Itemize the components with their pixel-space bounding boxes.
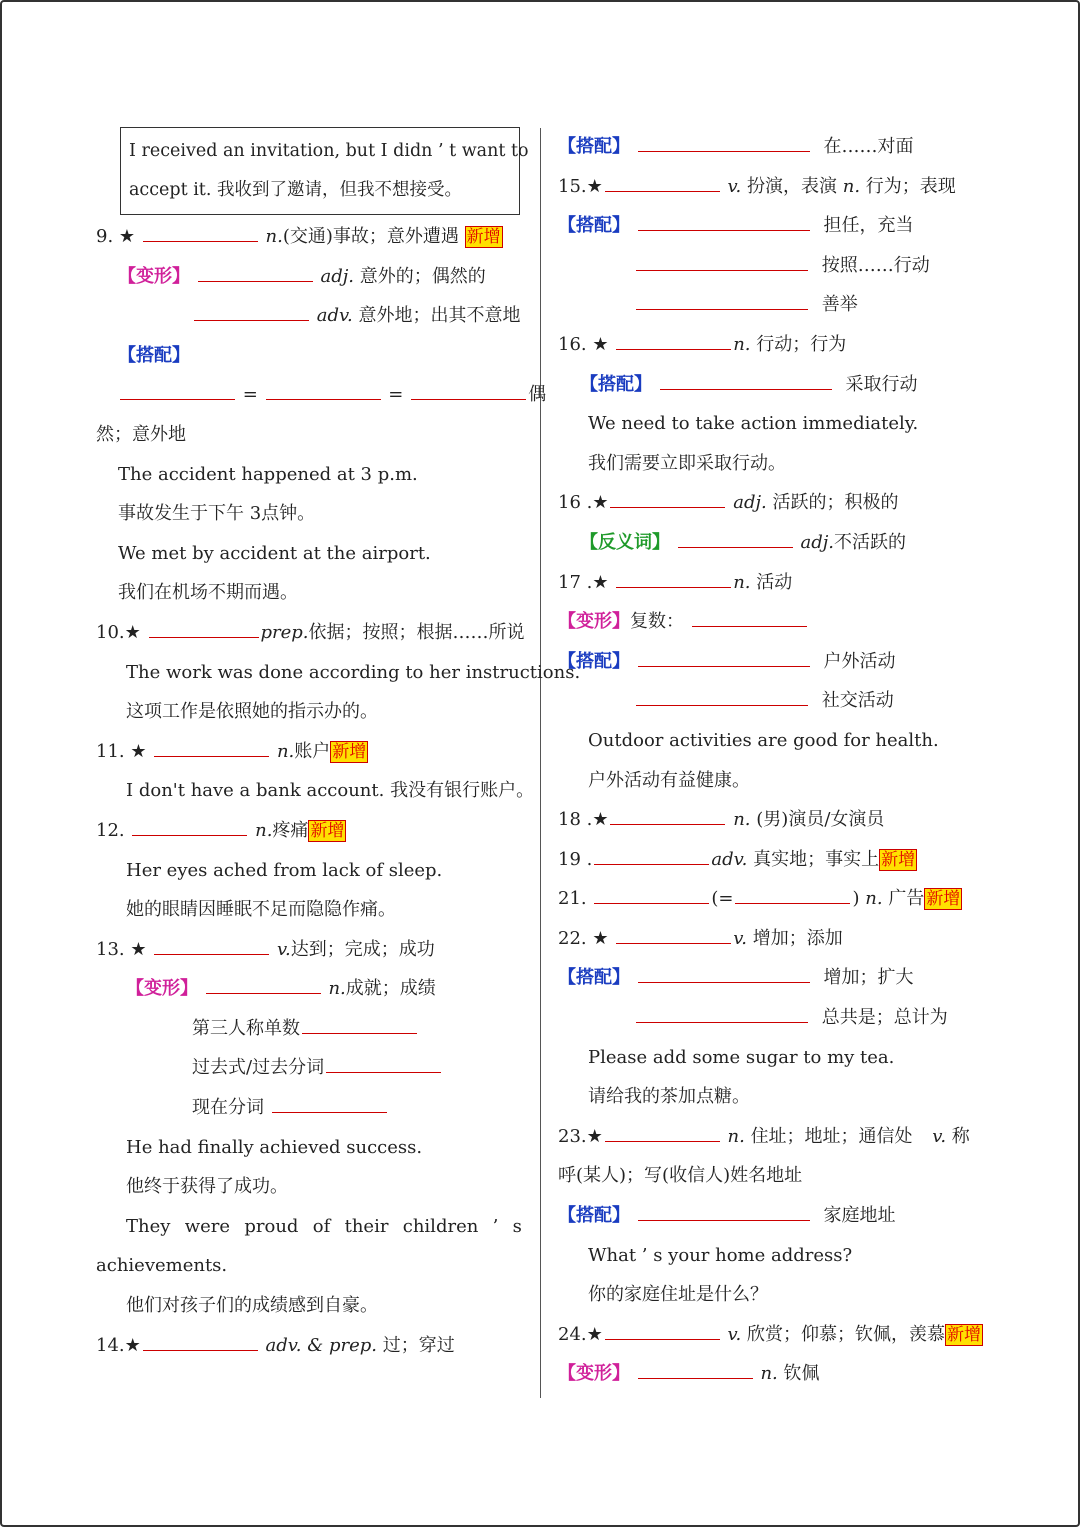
item-number: 16. ★ [558,333,609,355]
item-13-form-1 [96,1009,526,1049]
answer-blank[interactable] [149,615,259,638]
example-sentence: The work was done according to her instructions. [126,661,581,683]
item-17-variant [558,602,998,642]
definition: 活跃的；积极的 [772,492,899,514]
item-number: 14.★ [96,1334,141,1356]
item-9-variant-1 [96,257,526,297]
answer-blank[interactable] [594,842,709,865]
collocation-tag: 【搭配】 [580,373,652,395]
item-24-variant [558,1354,998,1394]
answer-blank[interactable] [143,1328,258,1351]
answer-blank[interactable] [411,377,526,400]
word: s [512,1215,522,1237]
word: their [344,1215,389,1237]
definition: 增加；添加 [752,927,843,949]
variant-tag: 【变形】 [558,1363,630,1385]
item-17 [558,563,998,603]
answer-blank[interactable] [638,1198,810,1221]
antonym-tag: 【反义词】 [580,531,670,553]
item-22-collocation-2 [558,998,998,1038]
definition: 扮演，表演 [747,175,837,197]
item-number: 10.★ [96,621,141,643]
form-label: 第三人称单数 [192,1017,300,1039]
item-12 [96,811,526,851]
definition: 按照……行动 [821,254,930,276]
example-translation: 我们需要立即采取行动。 [588,452,786,474]
variant-tag: 【变形】 [118,265,190,287]
collocation-row [558,127,998,167]
new-badge: 新增 [332,741,367,762]
collocation-tag: 【搭配】 [558,650,630,672]
part-of-speech: v. [733,927,747,949]
word: were [184,1215,231,1237]
definition: 疼痛 [272,819,309,841]
item-number: 21. [558,888,587,910]
example-translation: 她的眼睛因睡眠不足而隐隐作痛。 [126,899,396,921]
variant-tag: 【变形】 [126,978,198,1000]
item-13-variant [96,969,526,1009]
part-of-speech: n. [276,740,295,762]
definition: 达到；完成；成功 [290,938,435,960]
paren-open: (= [711,888,734,910]
example-translation: 这项工作是依照她的指示办的。 [126,701,378,723]
equals-sign: = [242,384,258,406]
item-13-form-2 [96,1048,526,1088]
item-23-tail: 呼(某人)；写(收信人)姓名地址 [558,1165,803,1187]
definition: (男)演员/女演员 [756,809,885,831]
answer-blank[interactable] [660,367,832,390]
item-9-equation-tail: 然；意外地 [96,423,186,445]
example-sentence-tail: achievements. [96,1255,228,1277]
item-13 [96,930,526,970]
variant-tag: 【变形】 [558,611,630,633]
answer-blank[interactable] [266,377,381,400]
part-of-speech: n. [865,888,883,910]
word: They [126,1215,171,1237]
new-badge: 新增 [947,1324,981,1345]
answer-blank[interactable] [638,208,810,231]
answer-blank[interactable] [272,1090,387,1113]
definition: 真实地；事实上 [753,848,880,870]
item-number: 18 .★ [558,809,609,831]
part-of-speech: n. [760,1363,778,1385]
collocation-tag: 【搭配】 [558,1205,630,1227]
definition: 依据；按照；根据……所说 [308,621,525,643]
new-badge: 新增 [926,889,961,910]
example-translation: 你的家庭住址是什么？ [588,1284,768,1306]
item-17-collocation-1 [558,642,998,682]
definition: (交通)事故；意外遭遇 [282,226,459,247]
definition: 住址；地址；通信处 [750,1125,913,1147]
item-number: 13. ★ [96,938,147,960]
item-21 [558,879,998,919]
box-line-1: I received an invitation, but I didn ’ t want to [129,141,529,161]
answer-blank[interactable] [120,377,235,400]
definition: 社交活动 [821,690,894,712]
item-number: 24.★ [558,1323,603,1345]
item-15-collocation-1 [558,206,998,246]
part-of-speech: v. [727,1323,742,1345]
definition: 复数： [630,611,684,633]
collocation-tag: 【搭配】 [118,344,190,366]
part-of-speech: n. [842,175,861,197]
example-sentence: The accident happened at 3 p.m. [118,463,418,485]
example-box [120,127,529,215]
part-of-speech: n. [733,571,751,593]
part-of-speech: adv. [316,305,353,327]
definition: 偶 [528,384,547,406]
item-22-collocation-1 [558,958,998,998]
answer-blank[interactable] [636,248,808,271]
paren-close: ) [852,888,860,910]
item-14 [96,1326,526,1366]
example-sentence: We need to take action immediately. [588,413,919,435]
item-10 [96,613,526,653]
example-sentence-justified [96,1207,522,1247]
item-number: 15.★ [558,175,603,197]
new-badge: 新增 [881,849,916,870]
collocation-tag: 【搭配】 [558,215,630,237]
definition: 善举 [821,294,858,316]
definition: 称 [951,1125,970,1147]
answer-blank[interactable] [636,683,808,706]
answer-blank[interactable] [605,1119,720,1142]
part-of-speech: v. [932,1125,947,1147]
item-16a [558,325,998,365]
example-sentence: Outdoor activities are good for health. [588,729,939,751]
part-of-speech: v. [276,938,291,960]
item-number: 16 .★ [558,492,609,514]
part-of-speech: n. [727,1125,745,1147]
definition: 户外活动 [823,650,896,672]
equals-sign: = [388,384,404,406]
part-of-speech: prep. [260,621,309,643]
example-translation: 他终于获得了成功。 [126,1176,288,1198]
answer-blank[interactable] [302,1011,417,1034]
part-of-speech: adv. & prep. [265,1334,377,1356]
answer-blank[interactable] [154,932,269,955]
answer-blank[interactable] [678,525,793,548]
item-9-collocation [96,336,526,376]
example-sentence: I don't have a bank account. 我没有银行账户。 [126,780,535,802]
right-column [558,127,998,1394]
definition: 在……对面 [823,136,914,157]
item-number: 22. ★ [558,927,609,949]
example-sentence: He had finally achieved success. [126,1136,423,1158]
word: proud [244,1215,299,1237]
collocation-tag: 【搭配】 [558,136,630,157]
example-sentence: What ’ s your home address? [588,1244,853,1266]
item-15-collocation-2 [558,246,998,286]
answer-blank[interactable] [326,1050,441,1073]
item-9-variant-2 [96,296,526,336]
definition: 行为；表现 [865,175,956,197]
column-divider [540,128,541,1398]
example-sentence: Please add some sugar to my tea. [588,1046,895,1068]
part-of-speech: n. [265,226,283,247]
part-of-speech: adj. [733,492,767,514]
answer-blank[interactable] [636,287,808,310]
part-of-speech: n. [255,819,273,841]
item-number: 17 .★ [558,571,609,593]
part-of-speech: adj. [320,265,355,287]
definition: 意外的；偶然的 [359,265,486,287]
definition: 采取行动 [845,373,918,395]
example-translation: 户外活动有益健康。 [588,769,750,791]
definition: 成就；成绩 [345,978,436,1000]
definition: 担任，充当 [823,215,914,237]
item-number: 9. ★ [96,226,136,247]
item-16b-antonym [558,523,998,563]
item-16b [558,483,998,523]
answer-blank[interactable] [616,565,731,588]
item-number: 19 . [558,848,593,870]
answer-blank[interactable] [692,604,807,627]
definition: 欣赏；仰慕；钦佩，羡慕 [747,1323,945,1345]
answer-blank[interactable] [154,734,269,757]
item-15-collocation-3 [558,285,998,325]
answer-blank[interactable] [605,169,720,192]
answer-blank[interactable] [638,1356,753,1379]
box-line-2: accept it. 我收到了邀请，但我不想接受。 [129,180,462,200]
example-translation: 我们在机场不期而遇。 [118,582,298,604]
part-of-speech: v. [727,175,742,197]
answer-blank[interactable] [735,881,850,904]
item-16a-collocation [558,365,998,405]
answer-blank[interactable] [605,1317,720,1340]
item-9-equation [96,375,547,415]
definition: 意外地；出其不意地 [358,305,521,327]
answer-blank[interactable] [194,298,309,321]
example-translation: 事故发生于下午 3点钟。 [118,503,316,525]
item-9 [96,217,526,257]
example-translation: 他们对孩子们的成绩感到自豪。 [126,1295,378,1317]
part-of-speech: n. [733,333,751,355]
word: of [312,1215,331,1237]
item-13-form-3 [96,1088,526,1128]
definition: 过；穿过 [382,1334,455,1356]
definition: 家庭地址 [823,1205,896,1227]
example-translation: 请给我的茶加点糖。 [588,1086,750,1108]
part-of-speech: adj. [800,531,835,553]
item-number: 11. ★ [96,740,147,762]
answer-blank[interactable] [594,881,709,904]
new-badge: 新增 [466,227,501,247]
answer-blank[interactable] [610,802,725,825]
definition: 增加；扩大 [823,967,914,989]
answer-blank[interactable] [616,921,731,944]
answer-blank[interactable] [198,259,313,282]
definition: 行动；行为 [756,333,847,355]
collocation-tag: 【搭配】 [558,967,630,989]
word: ’ [492,1215,499,1237]
item-24 [558,1315,998,1355]
item-number: 23.★ [558,1125,603,1147]
definition: 活动 [756,571,793,593]
definition: 钦佩 [783,1363,820,1385]
part-of-speech: n. [733,809,751,831]
item-23-collocation [558,1196,998,1236]
definition: 总共是；总计为 [821,1007,948,1029]
item-number: 12. [96,819,125,841]
part-of-speech: adv. [711,848,748,870]
item-11 [96,732,526,772]
answer-blank[interactable] [143,219,258,242]
item-15 [558,167,998,207]
form-label: 过去式/过去分词 [192,1057,325,1079]
answer-blank[interactable] [636,1000,808,1023]
answer-blank[interactable] [638,644,810,667]
item-23 [558,1117,998,1157]
definition: 广告 [888,888,925,910]
answer-blank[interactable] [206,971,321,994]
item-17-collocation-2 [558,681,998,721]
item-19 [558,840,998,880]
example-sentence: Her eyes ached from lack of sleep. [126,859,443,881]
new-badge: 新增 [310,820,345,841]
part-of-speech: n. [328,978,346,1000]
answer-blank[interactable] [616,327,731,350]
form-label: 现在分词 [192,1097,264,1119]
answer-blank[interactable] [638,960,810,983]
word: children [402,1215,479,1237]
example-sentence: We met by accident at the airport. [118,542,431,564]
answer-blank[interactable] [638,129,810,152]
definition: 账户 [294,740,331,762]
answer-blank[interactable] [610,485,725,508]
item-22 [558,919,998,959]
definition: 不活跃的 [834,531,907,553]
item-18 [558,800,998,840]
answer-blank[interactable] [132,813,247,836]
